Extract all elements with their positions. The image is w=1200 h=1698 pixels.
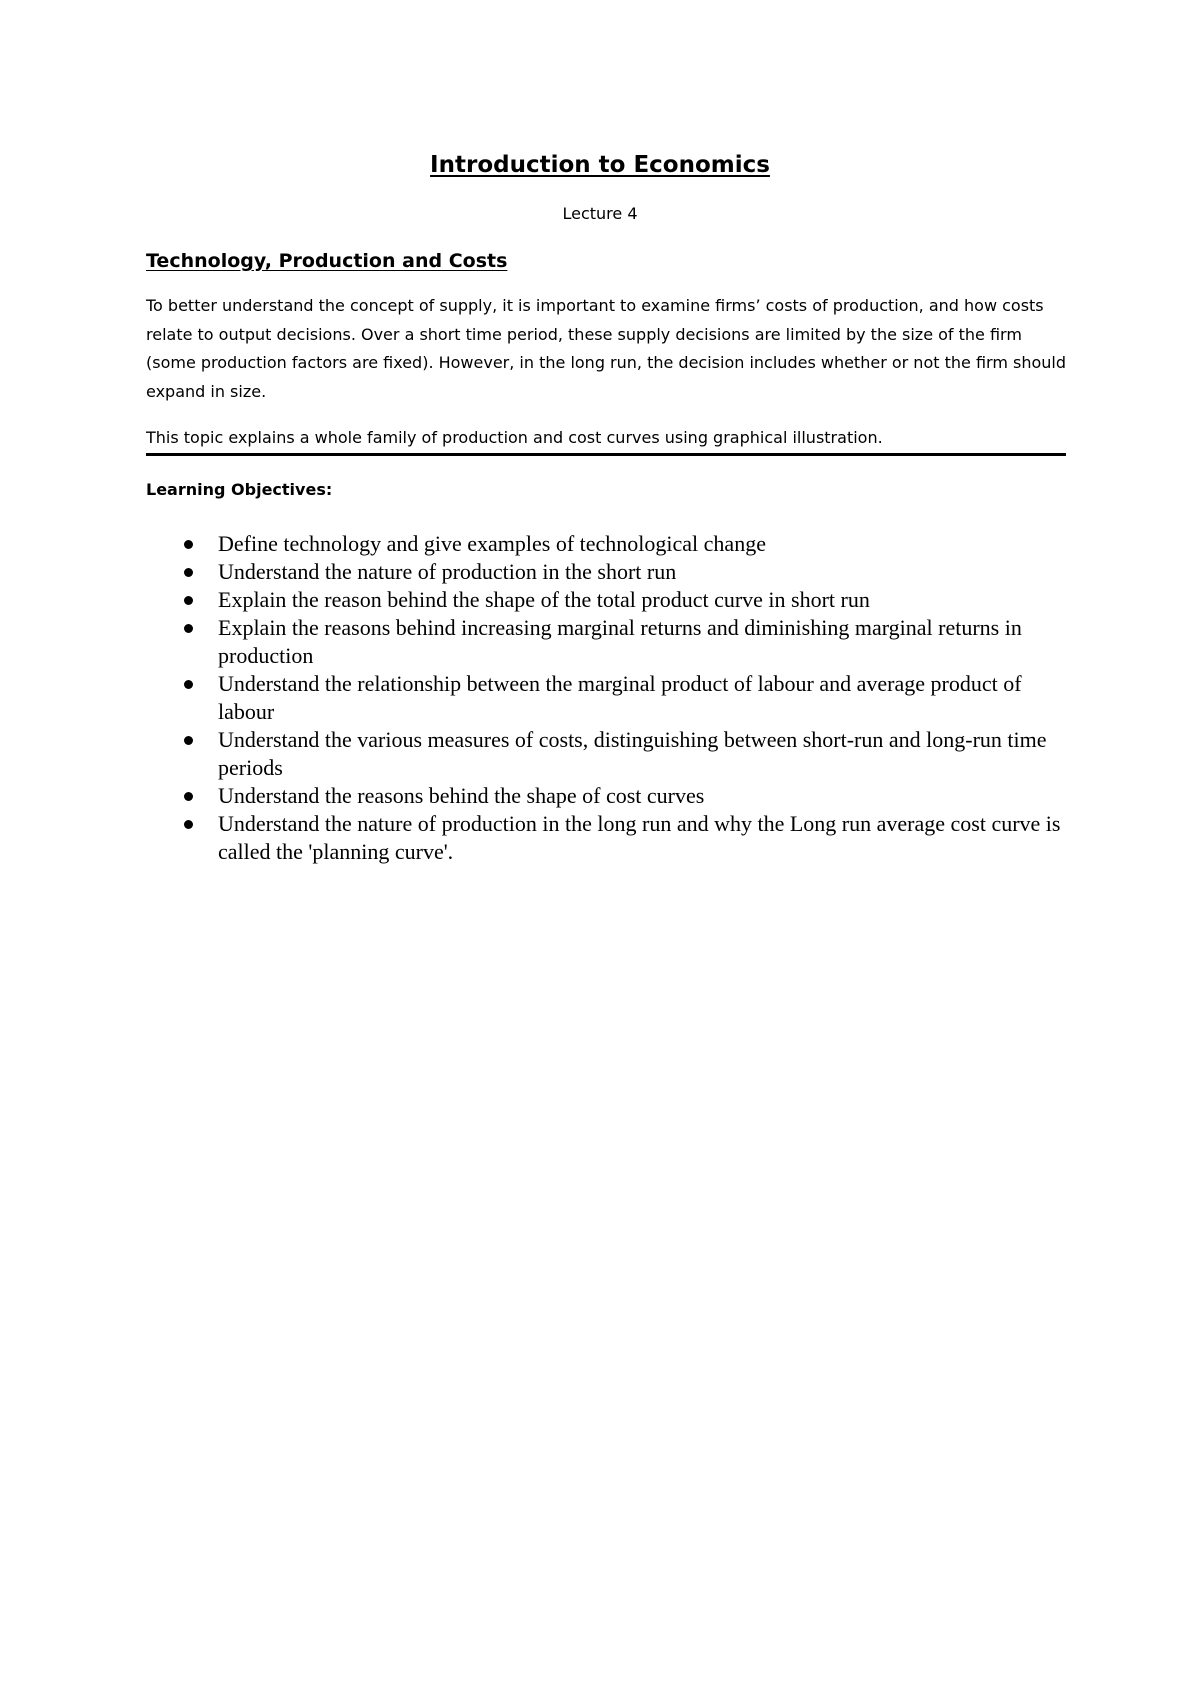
objective-text: Understand the relationship between the marginal product of labour and average product of labour xyxy=(218,671,1022,724)
lecture-number: Lecture 4 xyxy=(562,204,638,223)
objective-text: Define technology and give examples of technological change xyxy=(218,531,766,556)
objective-item xyxy=(146,782,1076,810)
objective-text: Explain the reasons behind increasing marginal returns and diminishing marginal returns in production xyxy=(218,615,1022,668)
bullet-icon xyxy=(184,792,193,801)
objective-text: Understand the reasons behind the shape of cost curves xyxy=(218,783,705,808)
objective-item xyxy=(146,614,1076,670)
objective-item xyxy=(146,558,1076,586)
section-heading: Technology, Production and Costs xyxy=(146,250,508,272)
bullet-icon xyxy=(184,680,193,689)
objective-item xyxy=(146,726,1076,782)
objective-text: Understand the nature of production in the short run xyxy=(218,559,677,584)
objectives-heading: Learning Objectives: xyxy=(146,480,333,499)
intro-paragraph: To better understand the concept of supply, it is important to examine firms’ costs of production, and how costs relate to output decisions. Over a short time period, these supply decisions are limited by the size of the firm (some production factors are fixed). However, in the long run, the decision includes whether or not the firm should expand in size. xyxy=(146,296,1066,401)
objective-item xyxy=(146,586,1076,614)
objective-text: Understand the nature of production in the long run and why the Long run average cost curve is called the 'planning curve'. xyxy=(218,811,1061,864)
bullet-icon xyxy=(184,820,193,829)
topic-sentence: This topic explains a whole family of production and cost curves using graphical illustration. xyxy=(146,425,1066,456)
objective-item xyxy=(146,530,1076,558)
document-title: Introduction to Economics xyxy=(430,152,770,178)
bullet-icon xyxy=(184,568,193,577)
bullet-icon xyxy=(184,540,193,549)
objective-item xyxy=(146,810,1076,866)
learning-objectives-list xyxy=(146,530,1076,866)
objective-text: Understand the various measures of costs, distinguishing between short-run and long-run time periods xyxy=(218,727,1047,780)
bullet-icon xyxy=(184,736,193,745)
bullet-icon xyxy=(184,624,193,633)
bullet-icon xyxy=(184,596,193,605)
objective-text: Explain the reason behind the shape of the total product curve in short run xyxy=(218,587,870,612)
objective-item xyxy=(146,670,1076,726)
